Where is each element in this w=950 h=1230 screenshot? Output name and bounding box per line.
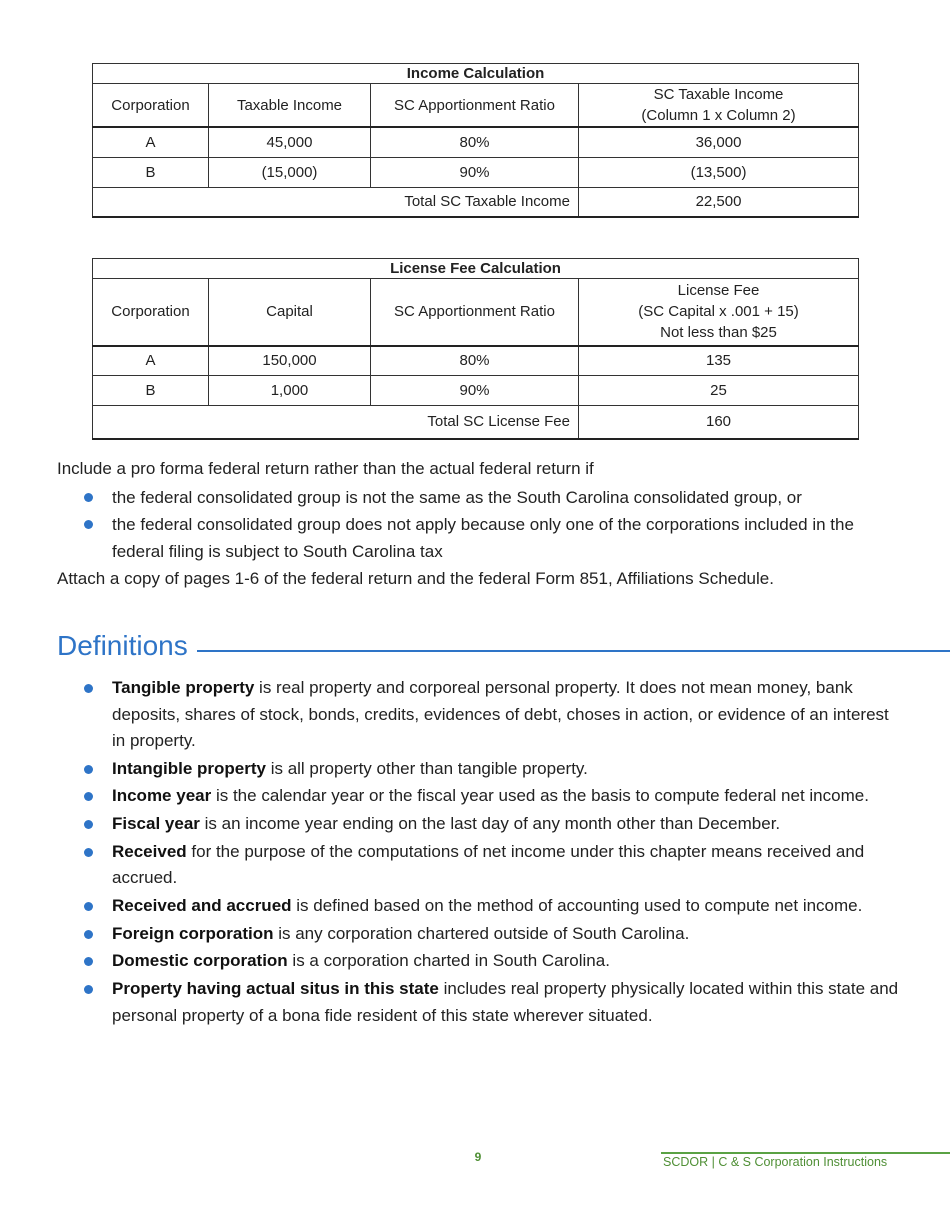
footer-document-title: SCDOR | C & S Corporation Instructions	[663, 1155, 888, 1169]
header-line: License Fee	[677, 282, 760, 300]
income-calculation-table	[92, 63, 859, 218]
definition-text: is real property and corporeal personal property. It does not mean money, bank deposits, shares of stock, bonds, credits, evidences of debt, choses in action, or evidence of an interest in property.	[112, 678, 889, 750]
list-item-text: the federal consolidated group is not the same as the South Carolina consolidated group, or	[112, 488, 802, 507]
list-item-text: the federal consolidated group does not apply because only one of the corporations included in the federal filing is subject to South Carolina tax	[112, 515, 854, 561]
table-cell: A	[93, 127, 209, 157]
bullet-icon	[84, 820, 93, 829]
definition-term: Tangible property	[112, 678, 255, 697]
table-row	[93, 346, 859, 376]
table-cell: B	[93, 376, 209, 406]
table-cell: 80%	[371, 346, 579, 376]
table-cell: 135	[579, 346, 859, 376]
definition-item	[84, 921, 904, 948]
page-number: 9	[474, 1150, 482, 1164]
definition-item	[84, 675, 904, 755]
header-line: Not less than $25	[660, 324, 777, 342]
table-row	[93, 127, 859, 157]
pro-forma-intro: Include a pro forma federal return rather than the actual federal return if	[57, 459, 594, 478]
bullet-icon	[84, 848, 93, 857]
definition-item	[84, 893, 904, 920]
footer-divider	[661, 1152, 950, 1154]
column-header: Corporation	[93, 279, 209, 346]
column-header	[579, 84, 859, 128]
table-cell: 90%	[371, 157, 579, 187]
definition-term: Income year	[112, 786, 212, 806]
bullet-icon	[84, 765, 93, 774]
definition-term: Received and accrued	[112, 895, 292, 915]
definition-term: Property having actual situs in this state	[112, 979, 439, 998]
definition-term: Foreign corporation	[112, 923, 274, 943]
definition-text: includes real property physically located within this state and personal property of a bona fide resident of this state wherever situated.	[112, 979, 899, 1025]
table-row	[93, 157, 859, 187]
total-value: 22,500	[579, 187, 859, 217]
column-header: SC Apportionment Ratio	[371, 84, 579, 128]
table-cell: (13,500)	[579, 157, 859, 187]
column-header: Taxable Income	[209, 84, 371, 128]
definition-item	[84, 976, 904, 1029]
definition-item	[84, 839, 904, 892]
definition-item	[84, 811, 904, 838]
header-line: SC Taxable Income	[653, 86, 784, 103]
table-cell: 1,000	[209, 376, 371, 406]
total-row	[93, 187, 859, 217]
column-header	[579, 279, 859, 346]
definition-text: is the calendar year or the fiscal year used as the basis to compute federal net income.	[211, 786, 869, 806]
table-row	[93, 376, 859, 406]
heading-divider	[197, 650, 950, 652]
definition-text: for the purpose of the computations of net income under this chapter means received and accrued.	[112, 841, 865, 888]
definition-item	[84, 756, 904, 783]
bullet-icon	[84, 985, 93, 994]
table-cell: 150,000	[209, 346, 371, 376]
header-line: (SC Capital x .001 + 15)	[638, 303, 799, 321]
total-label: Total SC Taxable Income	[93, 187, 579, 217]
definition-term: Intangible property	[112, 758, 266, 778]
definition-text: is a corporation charted in South Carolina.	[287, 951, 610, 971]
column-header: SC Apportionment Ratio	[371, 279, 579, 346]
definitions-list	[84, 675, 904, 1030]
column-header: Capital	[209, 279, 371, 346]
bullet-icon	[84, 902, 93, 911]
table-cell: 36,000	[579, 127, 859, 157]
definition-item	[84, 783, 904, 810]
table-cell: B	[93, 157, 209, 187]
definition-text: is an income year ending on the last day of any month other than December.	[199, 814, 781, 834]
table-title: License Fee Calculation	[93, 259, 859, 279]
definition-item	[84, 948, 904, 975]
bullet-icon	[84, 957, 93, 966]
table-title: Income Calculation	[93, 64, 859, 84]
license-fee-calculation-table	[92, 258, 859, 440]
bullet-icon	[84, 684, 93, 693]
definition-text: is all property other than tangible property.	[265, 758, 588, 778]
definition-term: Fiscal year	[112, 814, 200, 834]
section-heading-definitions: Definitions	[57, 630, 188, 661]
total-value: 160	[579, 406, 859, 439]
list-item	[84, 511, 904, 565]
total-label: Total SC License Fee	[93, 406, 579, 439]
bullet-icon	[84, 930, 93, 939]
definition-term: Received	[112, 841, 187, 861]
bullet-icon	[84, 520, 93, 529]
table-cell: A	[93, 346, 209, 376]
column-header: Corporation	[93, 84, 209, 128]
pro-forma-conditions-list	[84, 484, 904, 565]
definition-text: is defined based on the method of accounting used to compute net income.	[291, 895, 863, 915]
table-cell: 90%	[371, 376, 579, 406]
header-line: (Column 1 x Column 2)	[641, 107, 796, 124]
bullet-icon	[84, 493, 93, 502]
bullet-icon	[84, 792, 93, 801]
list-item	[84, 484, 904, 511]
definition-term: Domestic corporation	[112, 951, 288, 971]
attach-instruction: Attach a copy of pages 1-6 of the federal return and the federal Form 851, Affiliations Schedule.	[57, 569, 774, 588]
total-row	[93, 406, 859, 439]
table-cell: 80%	[371, 127, 579, 157]
table-cell: 45,000	[209, 127, 371, 157]
table-cell: 25	[579, 376, 859, 406]
table-cell: (15,000)	[209, 157, 371, 187]
definition-text: is any corporation chartered outside of South Carolina.	[273, 923, 690, 943]
